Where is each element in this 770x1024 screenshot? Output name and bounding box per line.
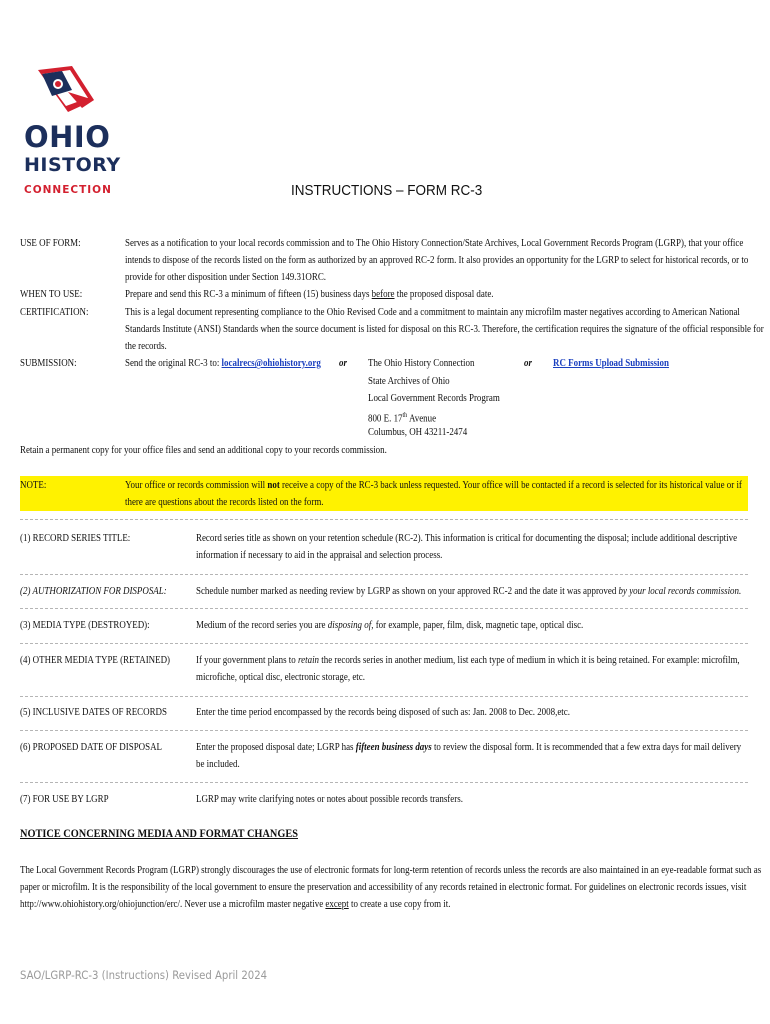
notice-except: except [325,899,349,910]
field-4-line-1 [196,652,740,669]
when-to-use-text [125,286,494,303]
address-line-3: Local Government Records Program [368,393,500,404]
footer-revision: SAO/LGRP-RC-3 (Instructions) Revised April 2024 [20,968,268,982]
field-7-text: LGRP may write clarifying notes or notes about possible records transfers. [196,794,463,805]
address-line-4-pre: 800 E. 17 [368,413,403,425]
address-line-4-post: Avenue [407,413,437,425]
note-not: not [267,480,280,491]
certification-line-2: Standards Institute (ANSI) Standards when the source document is listed for disposal on this RC-3. Therefore, the certification requires the signature of the official responsible for [125,324,764,335]
note-post: receive a copy of the RC-3 back unless requested. Your office will be contacted if a record is selected for its historical value or if [279,480,742,491]
or-separator-2: or [524,358,532,369]
ohio-flag-icon [32,62,102,122]
field-3-text [196,617,583,634]
field-6-line-2: be included. [196,759,240,770]
field-3-em: disposing of, [327,620,374,631]
note-pre: Your office or records commission will [125,480,268,491]
field-3-label: (3) MEDIA TYPE (DESTROYED): [20,620,150,631]
field-1-label: (1) RECORD SERIES TITLE: [20,533,131,544]
divider [20,608,748,609]
divider [20,782,748,783]
use-of-form-line-2: intends to dispose of the records listed on the form as authorized by an approved RC-2 form. It also provides an opportunity for the LGRP to select for historical records, or to [125,255,749,266]
ohio-history-logo [24,60,121,200]
address-line-5: Columbus, OH 43211-2474 [368,427,468,438]
field-4-label: (4) OTHER MEDIA TYPE (RETAINED) [20,655,171,666]
divider [20,519,748,520]
upload-submission-link[interactable]: RC Forms Upload Submission [553,358,669,369]
submission-send [125,355,321,372]
notice-heading: NOTICE CONCERNING MEDIA AND FORMAT CHANGES [20,826,298,840]
retain-copy-text: Retain a permanent copy for your office files and send an additional copy to your records commission. [20,445,387,456]
certification-line-1: This is a legal document representing compliance to the Ohio Revised Code and a commitment to maintain any microfilm master negatives according to American National [125,307,740,318]
page-title: INSTRUCTIONS – FORM RC-3 [291,182,483,199]
address-line-4-sup: th [402,411,408,419]
notice-line-3-post: to create a use copy from it. [348,899,451,910]
field-3-pre: Medium of the record series you are [196,620,328,631]
submission-send-text: Send the original RC-3 to: [125,358,222,369]
field-2-pre: Schedule number marked as needing review by LGRP as shown on your approved RC-2 and the date it was approved [196,586,619,597]
field-1-line-1: Record series title as shown on your retention schedule (RC-2). This information is critical for documenting the disposal; include additional descriptive [196,533,738,544]
use-of-form-line-3: provide for other disposition under Section 149.31ORC. [125,272,327,283]
email-link[interactable]: localrecs@ohiohistory.org [221,358,321,369]
field-2-em: by your local records commission. [618,586,742,597]
notice-line-3-pre: http://www.ohiohistory.org/ohiojunction/erc/. Never use a microfilm master negative [20,899,326,910]
use-of-form-label: USE OF FORM: [20,238,81,249]
logo-word-history: HISTORY [24,154,121,176]
field-6-line-1 [196,739,741,756]
notice-line-1: The Local Government Records Program (LGRP) strongly discourages the use of electronic formats for long-term retention of records unless the records are also maintained in an eye-readable format such as [20,865,762,876]
when-to-use-label: WHEN TO USE: [20,289,83,300]
field-2-text [196,583,741,600]
note-line-2: there are questions about the records listed on the form. [125,497,324,508]
when-to-use-before: before [371,289,395,300]
submission-label: SUBMISSION: [20,358,77,369]
field-3-post: for example, paper, film, disk, magnetic tape, optical disc. [373,620,584,631]
use-of-form-line-1: Serves as a notification to your local records commission and to The Ohio History Connection/State Archives, Local Government Records Program (LGRP), that your office [125,238,744,249]
divider [20,574,748,575]
field-6-pre: Enter the proposed disposal date; LGRP has [196,742,356,753]
field-6-em: fifteen business days [355,742,432,753]
notice-line-2: paper or microfilm. It is the responsibility of the local government to ensure the preservation and accessibility of any records retained in electronic format. For guidelines on electronic records issues, visit [20,882,747,893]
field-4-pre: If your government plans to [196,655,299,666]
divider [20,730,748,731]
field-4-em: retain [298,655,320,666]
or-separator-1: or [339,358,347,369]
certification-label: CERTIFICATION: [20,307,89,318]
notice-line-3 [20,896,450,913]
field-5-text: Enter the time period encompassed by the records being disposed of such as: Jan. 2008 to Dec. 2008,etc. [196,707,570,718]
field-4-post: the records series in another medium, list each type of medium in which it is being retained. For example: microfilm, [319,655,740,666]
field-4-line-2: microfiche, optical disc, electronic storage, etc. [196,672,365,683]
divider [20,696,748,697]
address-line-2: State Archives of Ohio [368,376,450,387]
when-to-use-post: the proposed disposal date. [394,289,494,300]
certification-line-3: the records. [125,341,167,352]
field-1-line-2: information if necessary to aid in the appraisal and selection process. [196,550,443,561]
note-line-1 [125,477,742,494]
when-to-use-pre: Prepare and send this RC-3 a minimum of fifteen (15) business days [125,289,372,300]
logo-word-connection: CONNECTION [24,184,112,196]
note-label: NOTE: [20,480,47,491]
field-7-label: (7) FOR USE BY LGRP [20,794,109,805]
field-5-label: (5) INCLUSIVE DATES OF RECORDS [20,707,167,718]
field-2-label: (2) AUTHORIZATION FOR DISPOSAL: [20,586,167,597]
address-line-1: The Ohio History Connection [368,358,475,369]
field-6-label: (6) PROPOSED DATE OF DISPOSAL [20,742,163,753]
divider [20,643,748,644]
field-6-post: to review the disposal form. It is recommended that a few extra days for mail delivery [431,742,742,753]
logo-word-ohio: OHIO [24,120,111,154]
